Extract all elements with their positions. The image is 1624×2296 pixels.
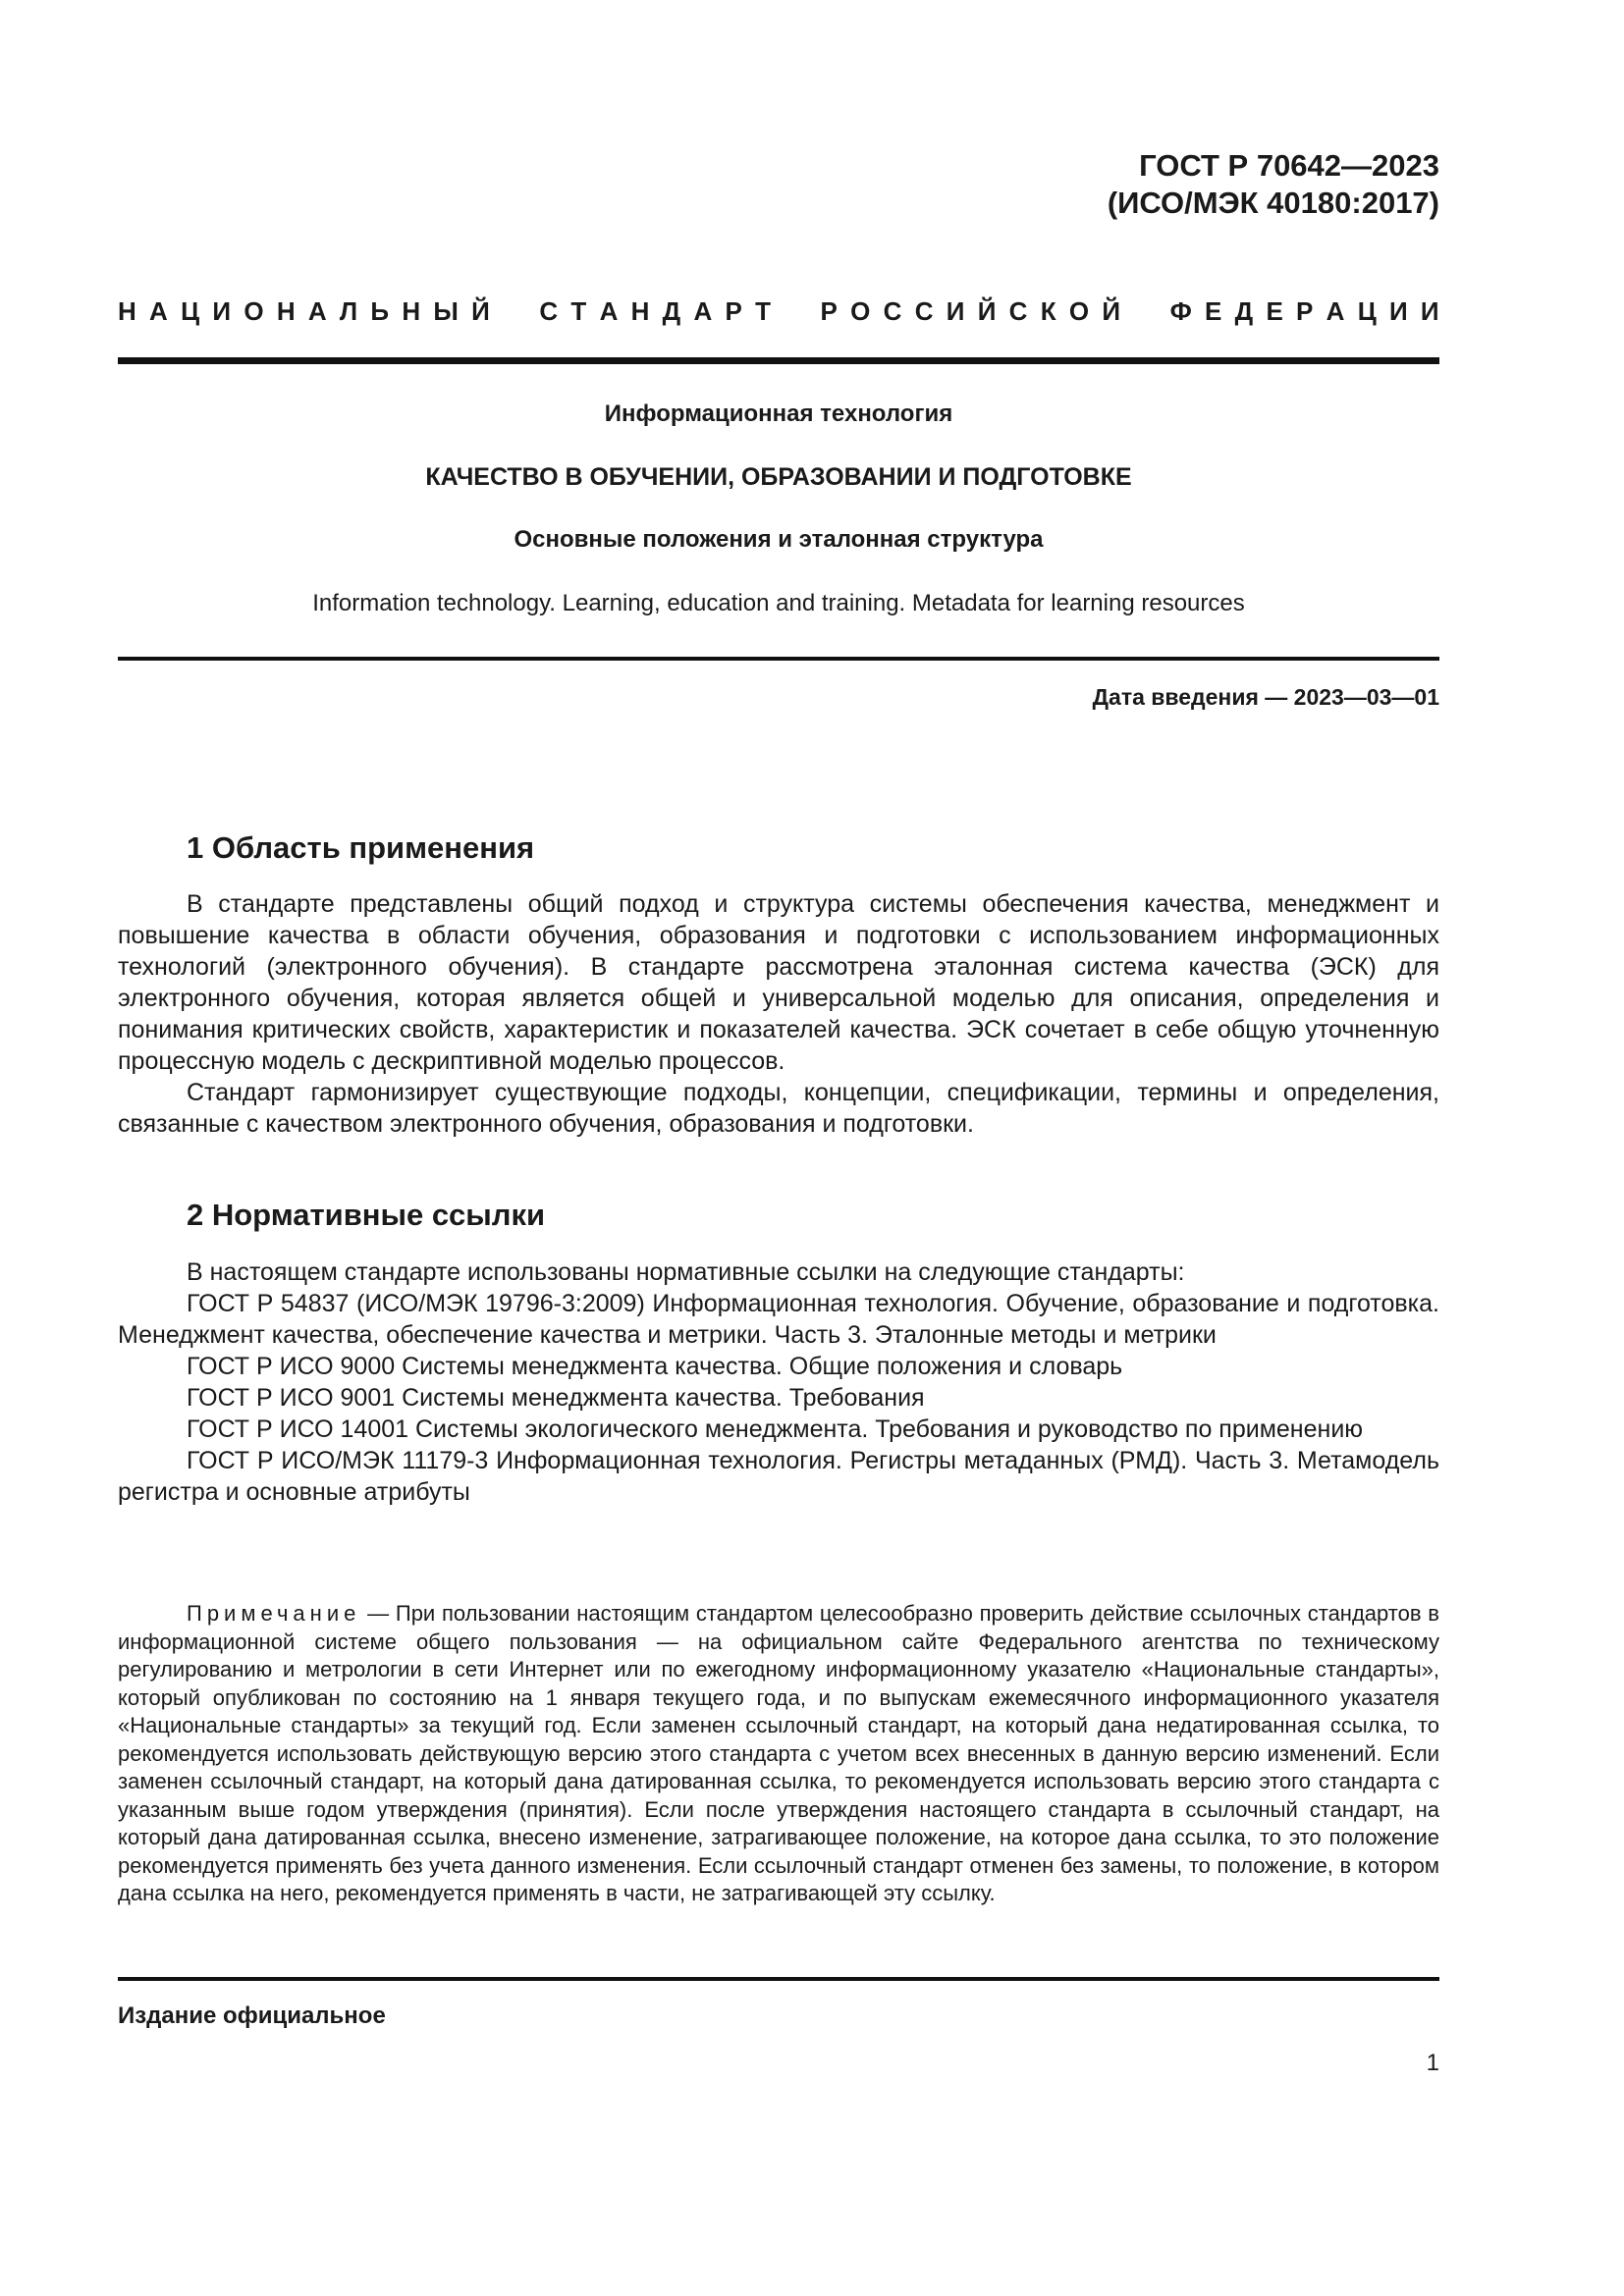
section-2-intro: В настоящем стандарте использованы нормативные ссылки на следующие стандарты: [187,1258,1185,1286]
heading-letter: Д [662,296,681,326]
footer-divider [118,1977,1439,1981]
section-1-paragraph-2: Стандарт гармонизирует существующие подходы, концепции, спецификации, термины и определения, связанные с качеством электронного обучения, образования и подготовки. [118,1079,1439,1138]
heading-letter: Н [118,296,136,326]
reference-item: ГОСТ Р 54837 (ИСО/МЭК 19796-3:2009) Информационная технология. Обучение, образование и подготовка. Менеджмент качества, обеспечение качества и метрики. Часть 3. Эталонные методы и метрики [118,1290,1439,1349]
introduction-date: Дата введения — 2023—03—01 [1092,684,1439,710]
heading-letter: О [244,296,264,326]
heading-letter: А [693,296,713,326]
heading-letter: Й [977,296,997,326]
heading-letter: И [1420,296,1439,326]
title-line-2: КАЧЕСТВО В ОБУЧЕНИИ, ОБРАЗОВАНИИ И ПОДГОТОВКЕ [425,463,1132,491]
section-2-body [118,1256,1439,1508]
heading-letter: А [1326,296,1345,326]
official-edition-label: Издание официальное [118,2002,386,2029]
heading-letter: С [883,296,902,326]
note-text: — При пользовании настоящим стандартом целесообразно проверить действие ссылочных стандартов в информационной системе общего пользования — на официальном сайте Федерального агентства по техническому регулированию и метрологии в сети Интернет или по ежегодному информационному указателю «Национальные стандарты», который опубликован по состоянию на 1 января текущего года, и по выпускам ежемесячного информационного указателя «Национальные стандарты» за текущий год. Если заменен ссылочный стандарт, на который дана недатированная ссылка, то рекомендуется использовать действующую версию этого стандарта с учетом всех внесенных в данную версию изменений. Если заменен ссылочный стандарт, на который дана датированная ссылка, то рекомендуется использовать версию этого стандарта с указанным выше годом утверждения (принятия). Если после утверждения настоящего стандарта в ссылочный стандарт, на который дана датированная ссылка, внесено изменение, затрагивающее положение, на которое дана ссылка, то это положение рекомендуется применять без учета данного изменения. Если ссылочный стандарт отменен без замены, то положение, в котором дана ссылка на него, рекомендуется применять в части, не затрагивающей эту ссылку. [118,1601,1439,1905]
section-1-body [118,888,1439,1140]
heading-letter: Д [1234,296,1254,326]
heading-letter: Е [1266,296,1283,326]
heading-letter: А [149,296,168,326]
section-1-heading: 1 Область применения [187,830,535,865]
title-english: Information technology. Learning, education and training. Metadata for learning resources [312,590,1245,616]
heading-letter: Р [820,296,838,326]
heading-letter: И [212,296,232,326]
reference-item: ГОСТ Р ИСО 9001 Системы менеджмента качества. Требования [187,1384,925,1412]
section-2-heading: 2 Нормативные ссылки [187,1198,546,1232]
heading-letter: Л [339,296,358,326]
reference-item: ГОСТ Р ИСО 9000 Системы менеджмента качества. Общие положения и словарь [187,1353,1123,1380]
header-divider [118,357,1439,364]
section-1-paragraph-1: В стандарте представлены общий подход и структура системы обеспечения качества, менеджмент и повышение качества в области обучения, образования и подготовки с использованием информационных технологий (электронного обучения). В стандарте рассмотрена эталонная система качества (ЭСК) для электронного обучения, которая является общей и универсальной моделью для описания, определения и понимания критических свойств, характеристик и показателей качества. ЭСК сочетает в себе общую уточненную процессную модель с дескриптивной моделью процессов. [118,890,1439,1075]
heading-letter: Ь [370,296,390,326]
heading-letter: С [1008,296,1028,326]
reference-item: ГОСТ Р ИСО/МЭК 11179-3 Информационная технология. Регистры метаданных (РМД). Часть 3. Метамодель регистра и основные атрибуты [118,1447,1439,1506]
document-number-line1: ГОСТ Р 70642—2023 [1139,148,1439,183]
heading-letter: К [1040,296,1056,326]
title-line-3: Основные положения и эталонная структура [514,526,1044,553]
heading-letter: С [539,296,559,326]
heading-letter [1133,296,1157,326]
heading-letter [784,296,807,326]
heading-letter: Р [1296,296,1314,326]
heading-letter: Ы [433,296,459,326]
title-divider [118,657,1439,661]
reference-item: ГОСТ Р ИСО 14001 Системы экологического менеджмента. Требования и руководство по применению [187,1415,1364,1443]
title-line-1: Информационная технология [604,400,953,427]
heading-letter: Н [276,296,296,326]
heading-letter: Й [1102,296,1121,326]
heading-letter: А [599,296,619,326]
heading-letter: Ц [1357,296,1377,326]
document-page [118,0,1439,2296]
note-label: Примечание [187,1601,361,1626]
page-number: 1 [1426,2050,1439,2076]
note-paragraph [118,1600,1439,1908]
heading-letter: И [946,296,965,326]
heading-letter: Р [725,296,742,326]
heading-letter: Е [1205,296,1222,326]
document-number [1108,147,1439,222]
document-number-line2: (ИСО/МЭК 40180:2017) [1107,186,1439,220]
heading-letter: О [850,296,871,326]
heading-letter: И [1388,296,1408,326]
heading-letter: С [914,296,934,326]
note-block [118,1600,1439,1908]
heading-letter: А [307,296,327,326]
national-standard-heading [118,296,1439,326]
heading-letter: Ф [1169,296,1192,326]
heading-letter: О [1068,296,1090,326]
heading-letter: Т [570,296,587,326]
heading-letter: Ц [181,296,200,326]
heading-letter [503,296,526,326]
heading-letter: Т [755,296,772,326]
heading-letter: Й [471,296,490,326]
heading-letter: Н [402,296,421,326]
heading-letter: Н [630,296,650,326]
